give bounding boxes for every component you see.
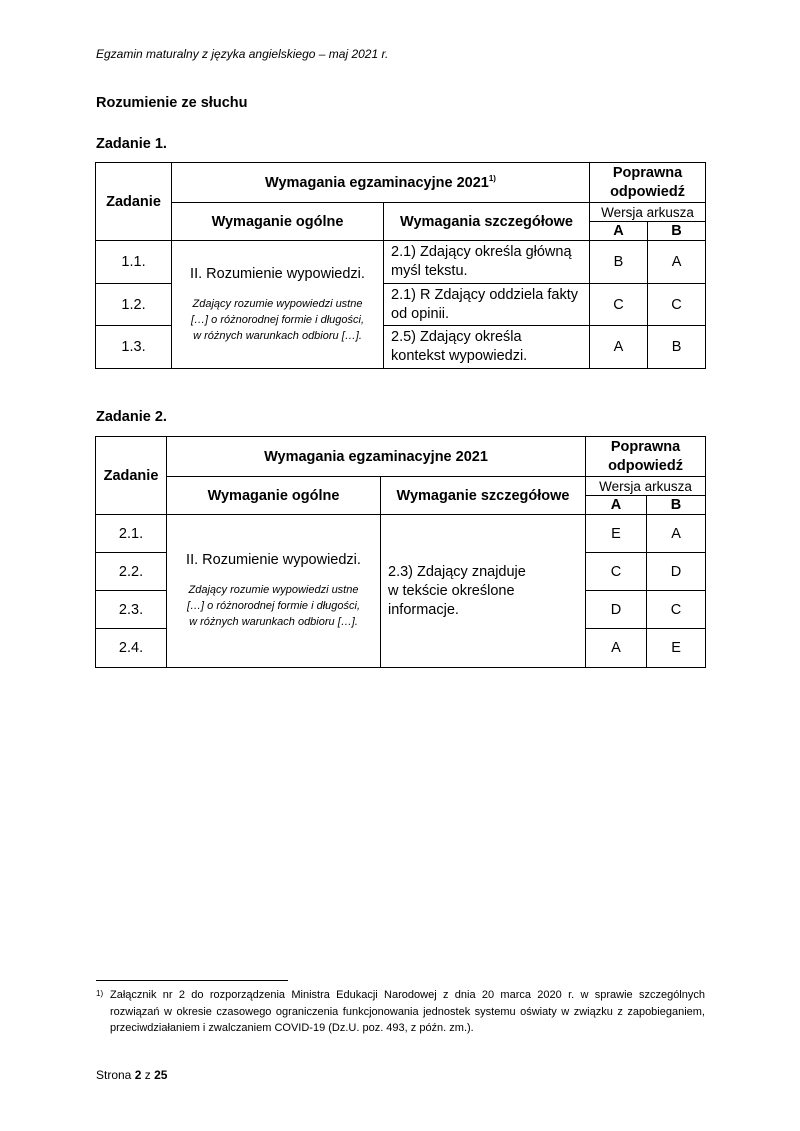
- detailed-requirement: 2.5) Zdający określa kontekst wypowiedzi.: [384, 326, 590, 369]
- task-number: 2.4.: [96, 629, 167, 668]
- task-number: 1.3.: [96, 326, 172, 369]
- task-number: 1.1.: [96, 241, 172, 284]
- table-row: [96, 241, 706, 284]
- task1-col-detailed: Wymagania szczegółowe: [384, 203, 590, 241]
- answer-b: B: [648, 326, 706, 369]
- running-header: Egzamin maturalny z języka angielskiego – maj 2021 r.: [96, 47, 389, 61]
- task1-col-general: Wymaganie ogólne: [172, 203, 384, 241]
- task2-col-answer: Poprawna odpowiedź: [586, 437, 706, 477]
- footnote-text: Załącznik nr 2 do rozporządzenia Ministra Edukacji Narodowej z dnia 20 marca 2020 r. w sprawie szczególnych rozwiązań w okresie czasowego ograniczenia funkcjonowania jednostek systemu oświaty w związku z zapobieganiem, przeciwdziałaniem i zwalczaniem COVID-19 (Dz.U. poz. 493, z późn. zm.).: [110, 989, 705, 1034]
- footnote-ref: 1): [488, 174, 496, 184]
- detailed-requirement: 2.3) Zdający znajduje w tekście określone informacje.: [381, 515, 586, 668]
- task2-col-requirements: Wymagania egzaminacyjne 2021: [167, 437, 586, 477]
- footnote-marker: 1): [96, 989, 104, 998]
- footnote-divider: [96, 980, 288, 981]
- task1-col-version: Wersja arkusza: [590, 203, 706, 222]
- detailed-requirement: 2.1) Zdający określa główną myśl tekstu.: [384, 241, 590, 284]
- section-title: Rozumienie ze słuchu: [96, 95, 248, 111]
- page-total: 25: [154, 1068, 168, 1082]
- answer-a: A: [586, 629, 647, 668]
- task-number: 1.2.: [96, 284, 172, 326]
- answer-b: A: [648, 241, 706, 284]
- task2-table: [95, 436, 706, 668]
- task2-col-task: Zadanie: [96, 437, 167, 515]
- answer-b: D: [647, 553, 706, 591]
- task2-col-detailed: Wymaganie szczegółowe: [381, 477, 586, 515]
- general-requirement: II. Rozumienie wypowiedzi. Zdający rozumie wypowiedzi ustne […] o różnorodnej formie i długości, w różnych warunkach odbioru […].: [167, 515, 381, 668]
- task-number: 2.1.: [96, 515, 167, 553]
- task1-col-task: Zadanie: [96, 163, 172, 241]
- task2-col-version: Wersja arkusza: [586, 477, 706, 496]
- page-label: Strona: [96, 1068, 132, 1082]
- task2-col-b: B: [647, 496, 706, 515]
- footnote: [96, 987, 705, 1037]
- answer-b: C: [647, 591, 706, 629]
- answer-a: C: [590, 284, 648, 326]
- task1-col-requirements: Wymagania egzaminacyjne 2021$^{1)}$: [172, 163, 590, 203]
- task-number: 2.3.: [96, 591, 167, 629]
- answer-a: B: [590, 241, 648, 284]
- answer-b: A: [647, 515, 706, 553]
- detailed-requirement: 2.1) R Zdający oddziela fakty od opinii.: [384, 284, 590, 326]
- answer-a: D: [586, 591, 647, 629]
- answer-a: A: [590, 326, 648, 369]
- task1-title: Zadanie 1.: [96, 136, 167, 152]
- task2-col-a: A: [586, 496, 647, 515]
- general-requirement: II. Rozumienie wypowiedzi. Zdający rozumie wypowiedzi ustne […] o różnorodnej formie i długości, w różnych warunkach odbioru […].: [172, 241, 384, 369]
- page-number: 2: [134, 1068, 142, 1082]
- of-label: z: [144, 1068, 151, 1082]
- task2-title: Zadanie 2.: [96, 409, 167, 425]
- answer-a: C: [586, 553, 647, 591]
- table-row: [96, 515, 706, 553]
- answer-a: E: [586, 515, 647, 553]
- task1-col-b: B: [648, 222, 706, 241]
- task1-table: [95, 162, 706, 369]
- task1-col-a: A: [590, 222, 648, 241]
- answer-b: C: [648, 284, 706, 326]
- task2-col-general: Wymaganie ogólne: [167, 477, 381, 515]
- page-footer: [96, 1068, 167, 1082]
- answer-b: E: [647, 629, 706, 668]
- task1-col-answer: Poprawna odpowiedź: [590, 163, 706, 203]
- task-number: 2.2.: [96, 553, 167, 591]
